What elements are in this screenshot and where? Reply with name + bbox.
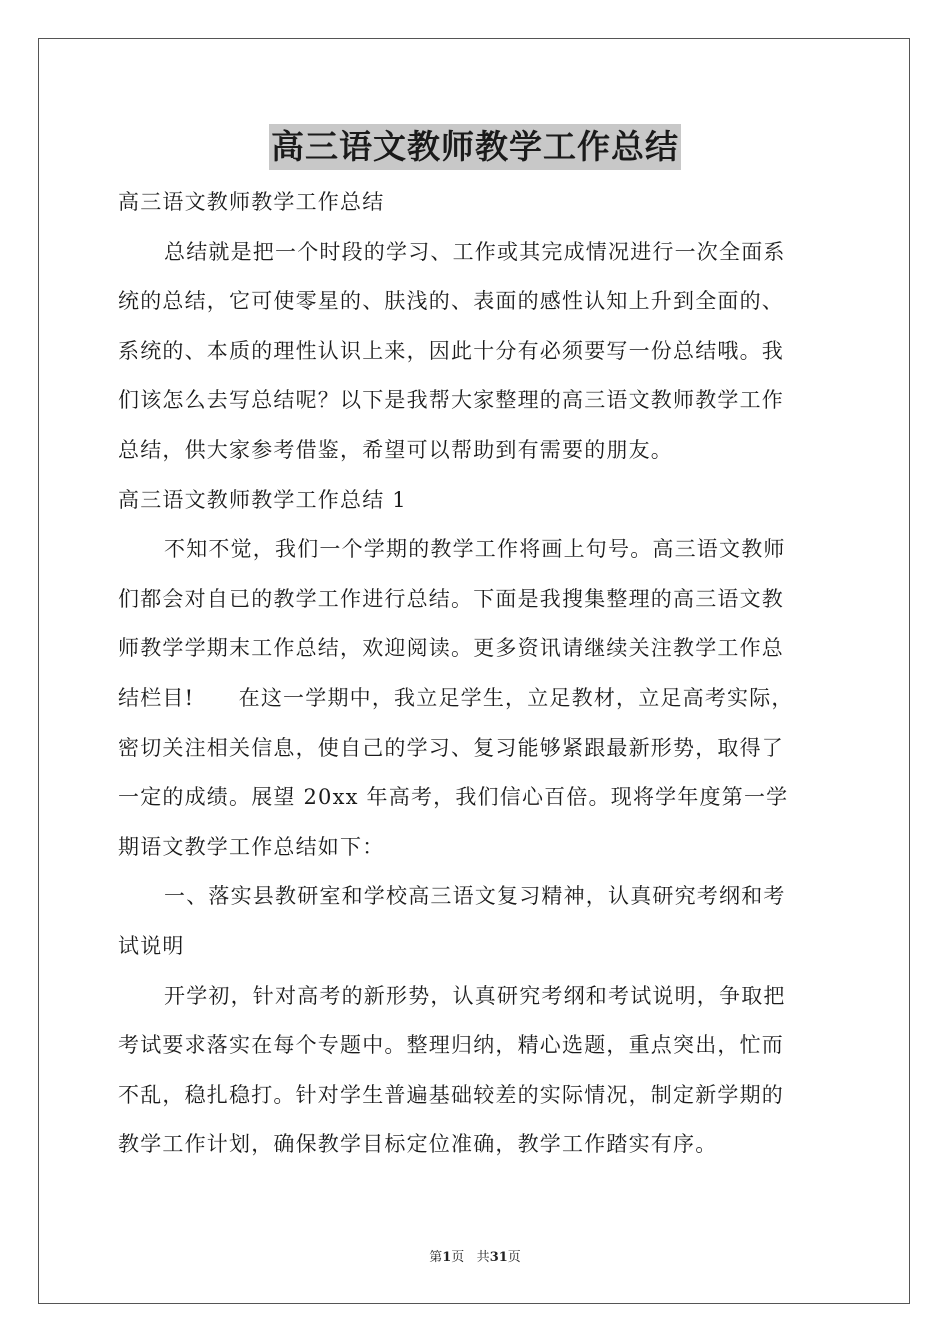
total-suffix: 页 (507, 1250, 521, 1265)
title-wrap (0, 124, 950, 170)
document-title: 高三语文教师教学工作总结 (269, 124, 681, 170)
paragraph-line: 一定的成绩。展望 20xx 年高考，我们信心百倍。现将学年度第一学 (118, 785, 789, 810)
paragraph-line: 开学初，针对高考的新形势，认真研究考纲和考试说明，争取把 (164, 983, 786, 1008)
paragraph-line: 总结就是把一个时段的学习、工作或其完成情况进行一次全面系 (164, 239, 786, 264)
paragraph-line: 结栏目! 在这一学期中，我立足学生，立足教材，立足高考实际， (118, 685, 794, 710)
paragraph-line: 们该怎么去写总结呢？以下是我帮大家整理的高三语文教师教学工作 (118, 388, 784, 413)
paragraph-line: 考试要求落实在每个专题中。整理归纳，精心选题，重点突出，忙而 (118, 1033, 784, 1058)
total-pages: 31 (489, 1250, 508, 1265)
page-number: 1 (442, 1250, 452, 1265)
page-prefix: 第 (429, 1250, 443, 1265)
section-heading: 高三语文教师教学工作总结 1 (118, 487, 407, 512)
paragraph-line: 统的总结，它可使零星的、肤浅的、表面的感性认知上升到全面的、 (118, 289, 784, 314)
paragraph-line: 试说明 (118, 933, 185, 958)
paragraph-line: 们都会对自已的教学工作进行总结。下面是我搜集整理的高三语文教 (118, 586, 784, 611)
page-suffix: 页 (451, 1250, 465, 1265)
subtitle-line: 高三语文教师教学工作总结 (118, 190, 385, 214)
paragraph-line: 不乱，稳扎稳打。针对学生普遍基础较差的实际情况，制定新学期的 (118, 1082, 784, 1107)
paragraph-line: 密切关注相关信息，使自己的学习、复习能够紧跟最新形势，取得了 (118, 735, 784, 760)
paragraph-line: 教学工作计划，确保教学目标定位准确，教学工作踏实有序。 (118, 1132, 718, 1157)
paragraph-line: 期语文教学工作总结如下： (118, 834, 385, 859)
paragraph-line: 不知不觉，我们一个学期的教学工作将画上句号。高三语文教师 (164, 537, 786, 562)
paragraph-line: 师教学学期末工作总结，欢迎阅读。更多资讯请继续关注教学工作总 (118, 636, 784, 661)
paragraph-line: 一、落实县教研室和学校高三语文复习精神，认真研究考纲和考 (164, 884, 786, 909)
page-footer (0, 1246, 950, 1265)
paragraph-line: 系统的、本质的理性认识上来，因此十分有必须要写一份总结哦。我 (118, 338, 784, 363)
document-body (118, 178, 834, 1170)
total-prefix: 共 (476, 1250, 490, 1265)
paragraph-line: 总结，供大家参考借鉴，希望可以帮助到有需要的朋友。 (118, 437, 673, 462)
